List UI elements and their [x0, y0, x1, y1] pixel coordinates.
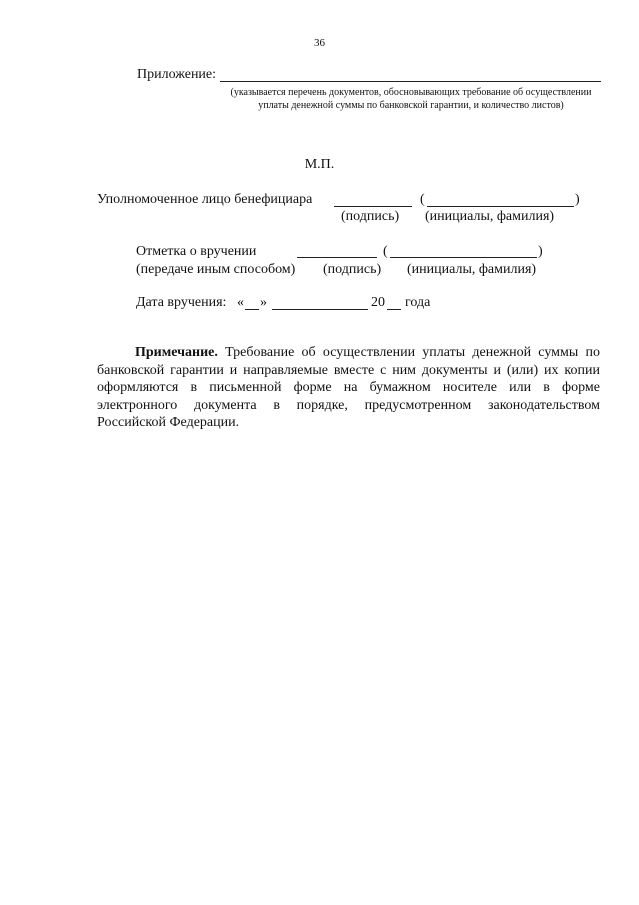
delivery-mark-label-line2: (передаче иным способом): [136, 262, 296, 277]
signatory-name-caption: (инициалы, фамилия): [425, 209, 555, 224]
signatory-signature-caption: (подпись): [341, 209, 400, 224]
stamp-label: М.П.: [304, 157, 335, 172]
page-number: 36: [314, 37, 325, 49]
appendix-fill-line: [220, 81, 601, 82]
appendix-label: Приложение:: [137, 67, 217, 82]
note-title: Примечание.: [135, 345, 218, 360]
signatory-label: Уполномоченное лицо бенефициара: [97, 192, 313, 207]
note-paragraph: [97, 344, 600, 432]
note-text: Требование об осуществлении уплаты денежной суммы по банковской гарантии и направляемые вместе с ним документы и (или) их копии оформляются в письменной форме на бумажном носителе или в форме электронного документа в порядке, предусмотренном законодательством Российской Федерации.: [97, 345, 600, 430]
delivery-year-prefix: 20: [371, 295, 385, 310]
delivery-day-line: [245, 309, 259, 310]
delivery-year-line: [387, 309, 401, 310]
delivery-month-line: [272, 309, 368, 310]
delivery-name-caption: (инициалы, фамилия): [407, 262, 537, 277]
delivery-mark-label-line1: Отметка о вручении: [136, 244, 257, 259]
delivery-close-paren: ): [538, 244, 543, 259]
signatory-name-line: [427, 206, 574, 207]
delivery-year-suffix: года: [405, 295, 431, 310]
delivery-date-quote-open: «: [237, 295, 244, 310]
delivery-date-quote-close: »: [260, 295, 267, 310]
delivery-signature-caption: (подпись): [323, 262, 382, 277]
delivery-date-label: Дата вручения:: [136, 295, 227, 310]
delivery-open-paren: (: [383, 244, 388, 259]
signatory-signature-line: [334, 206, 412, 207]
signatory-close-paren: ): [575, 192, 580, 207]
delivery-name-line: [390, 257, 537, 258]
delivery-signature-line: [297, 257, 377, 258]
appendix-hint: (указывается перечень документов, обосновывающих требование об осуществлении уплаты денежной суммы по банковской гарантии, и количество листов): [230, 87, 592, 111]
signatory-open-paren: (: [420, 192, 425, 207]
